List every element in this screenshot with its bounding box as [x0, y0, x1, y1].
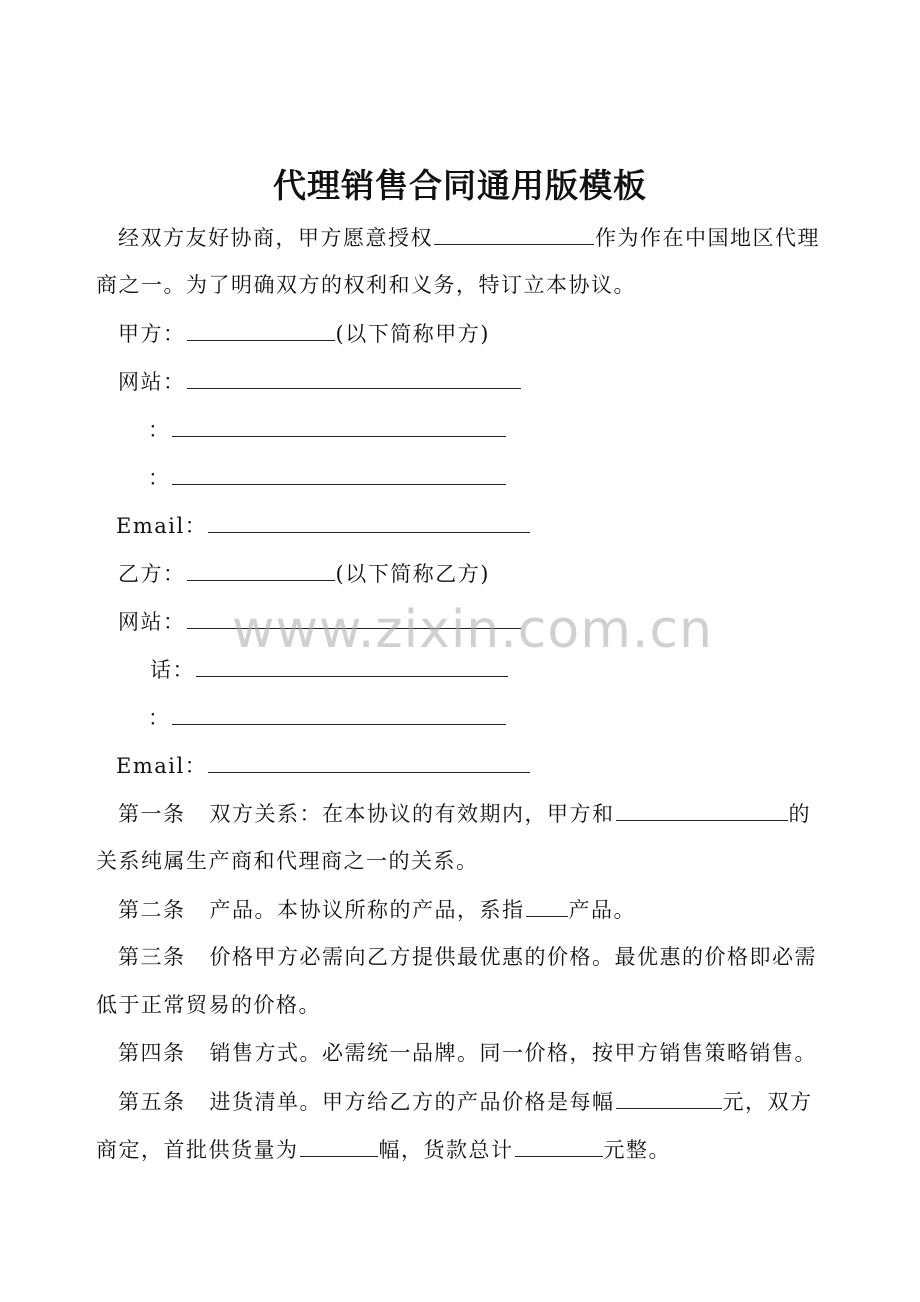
article-2-text: 产品。本协议所称的产品，系指: [209, 898, 525, 922]
party-a-website-line: [118, 366, 522, 397]
party-b-blank: [187, 558, 335, 581]
intro-text-3: 商之一。为了明确双方的权利和义务，特订立本协议。: [96, 273, 636, 297]
party-b-field2-blank: [172, 702, 506, 725]
article-2-line: [118, 894, 636, 925]
article-2-blank: [526, 894, 568, 917]
article-5-head: 第五条: [118, 1090, 186, 1114]
party-a-suffix: (以下简称甲方): [335, 322, 490, 346]
article-1-blank: [616, 798, 788, 821]
party-a-email-label: Email：: [116, 514, 208, 538]
party-a-email-blank: [208, 510, 530, 533]
document-title: 代理销售合同通用版模板: [273, 166, 647, 205]
price-per-unit-blank: [616, 1086, 722, 1109]
party-a-field2-blank: [172, 462, 506, 485]
party-b-field2-label: ：: [148, 706, 171, 730]
party-a-blank: [187, 318, 335, 341]
intro-line-2: [96, 270, 636, 300]
article-1-head: 第一条: [118, 802, 186, 826]
article-4-line: [118, 1038, 817, 1068]
party-b-phone-line: [150, 654, 509, 685]
article-1-cont-line: [96, 846, 479, 876]
article-4-text: 销售方式。必需统一品牌。同一价格，按甲方销售策略销售。: [209, 1041, 817, 1065]
article-3-cont: 低于正常贸易的价格。: [96, 993, 321, 1017]
party-b-line: [118, 558, 490, 589]
watermark: www.zixin.com.cn: [232, 600, 713, 660]
party-b-suffix: (以下简称乙方): [335, 562, 490, 586]
article-2-head: 第二条: [118, 898, 186, 922]
article-1-text: 双方关系：在本协议的有效期内，甲方和: [209, 802, 615, 826]
party-a-line: [118, 318, 490, 349]
party-b-field2-line: [148, 702, 507, 733]
article-5-tail: 元，双方: [722, 1090, 813, 1114]
party-a-label: 甲方：: [118, 322, 186, 346]
party-b-email-label: Email：: [116, 754, 208, 778]
party-a-field2-line: [148, 462, 507, 493]
article-5-cont-line: [96, 1134, 671, 1165]
article-3-text: 价格甲方必需向乙方提供最优惠的价格。最优惠的价格即必需: [209, 945, 817, 969]
article-5-cont2: 幅，货款总计: [378, 1138, 514, 1162]
party-a-website-blank: [187, 366, 521, 389]
article-3-head: 第三条: [118, 945, 186, 969]
party-b-website-blank: [187, 606, 521, 629]
party-b-label: 乙方：: [118, 562, 186, 586]
article-3-line: [118, 942, 817, 972]
party-b-phone-blank: [196, 654, 508, 677]
party-a-field2-label: ：: [148, 466, 171, 490]
intro-text-1: 经双方友好协商，甲方愿意授权: [118, 226, 433, 250]
authorized-party-blank: [434, 222, 594, 245]
party-b-phone-label: 话：: [150, 658, 195, 682]
party-a-website-label: 网站：: [118, 370, 186, 394]
article-3-cont-line: [96, 990, 321, 1020]
article-1-cont: 关系纯属生产商和代理商之一的关系。: [96, 849, 479, 873]
party-a-field1-label: ：: [148, 418, 171, 442]
article-5-cont1: 商定，首批供货量为: [96, 1138, 299, 1162]
article-5-cont3: 元整。: [603, 1138, 671, 1162]
article-5-text: 进货清单。甲方给乙方的产品价格是每幅: [209, 1090, 615, 1114]
article-4-head: 第四条: [118, 1041, 186, 1065]
first-batch-qty-blank: [300, 1134, 378, 1157]
article-1-tail: 的: [788, 802, 811, 826]
party-a-email-line: [116, 510, 531, 541]
article-2-tail: 产品。: [568, 898, 636, 922]
party-a-field1-blank: [172, 414, 506, 437]
party-b-website-line: [118, 606, 522, 637]
party-a-field1-line: [148, 414, 507, 445]
article-5-line: [118, 1086, 813, 1117]
intro-text-2: 作为作在中国地区代理: [595, 226, 820, 250]
total-payment-blank: [515, 1134, 603, 1157]
party-b-email-blank: [208, 750, 530, 773]
intro-line-1: [118, 222, 820, 253]
party-b-email-line: [116, 750, 531, 781]
article-1-line: [118, 798, 811, 829]
party-b-website-label: 网站：: [118, 610, 186, 634]
